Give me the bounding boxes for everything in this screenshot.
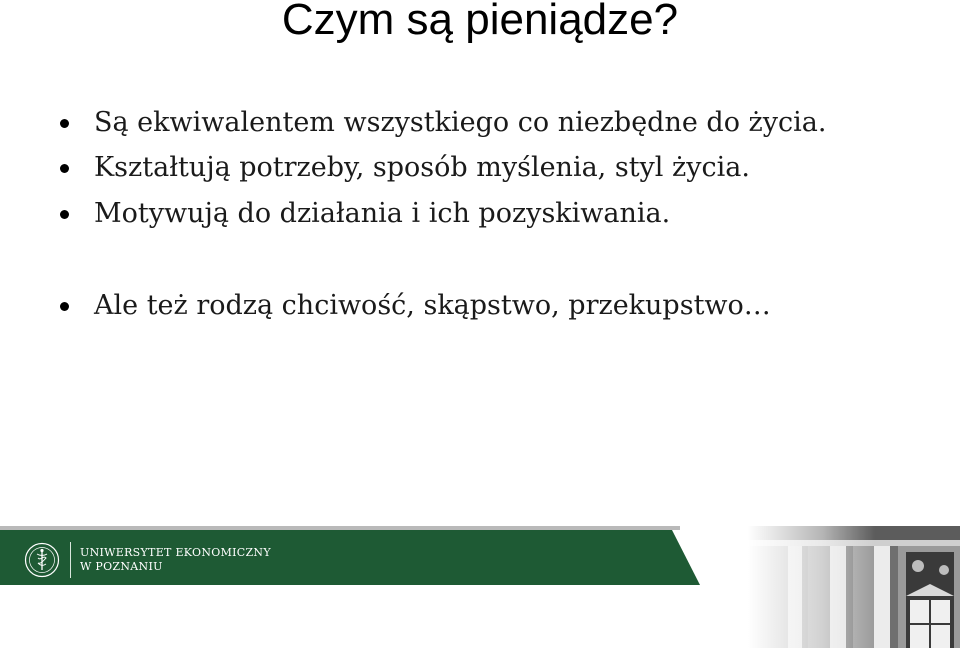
building-facade-photo xyxy=(748,526,960,648)
bullet-dot-icon xyxy=(60,164,69,173)
bullet-dot-icon xyxy=(60,119,69,128)
university-name: UNIWERSYTET EKONOMICZNY xyxy=(80,546,271,559)
bullet-dot-icon xyxy=(60,302,69,311)
logo-divider xyxy=(70,542,71,578)
slide-title: Czym są pieniądze? xyxy=(281,0,679,44)
university-city: W POZNANIU xyxy=(80,560,163,573)
university-logotype xyxy=(80,546,271,574)
slide: Czym są pieniądze? Są ekwiwalentem wszystkiego co niezbędne do życia. Kształtują potrzeby, sposób myślenia, styl życia. Motywują do działania i ich pozyskiwania. Ale też rodzą chciwość, skąpstwo, przekupstwo… UNIWERSYTET EKONOMICZNY W POZNANIU xyxy=(0,0,960,648)
university-seal-icon xyxy=(24,542,60,578)
bullet-dot-icon xyxy=(60,210,69,219)
